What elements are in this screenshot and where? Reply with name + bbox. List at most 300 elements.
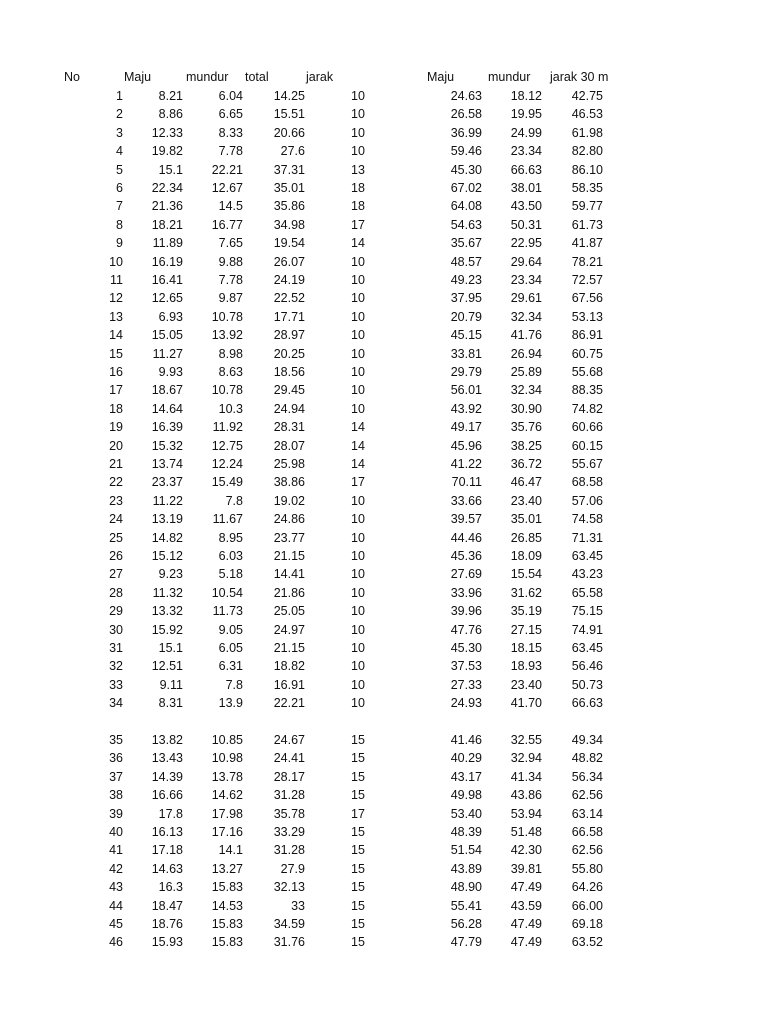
cell-mundur-scaled: 22.95 xyxy=(510,236,542,251)
cell-total: 17.71 xyxy=(273,309,305,324)
cell-mundur-scaled: 29.64 xyxy=(510,254,542,269)
cell-maju-scaled: 44.46 xyxy=(450,530,482,545)
cell-maju: 19.82 xyxy=(151,144,183,159)
table-row xyxy=(0,676,768,694)
cell-jarak: 10 xyxy=(351,493,365,508)
cell-no: 4 xyxy=(116,144,123,159)
table-row xyxy=(0,234,768,252)
cell-mundur: 7.8 xyxy=(225,677,243,692)
cell-total: 32.13 xyxy=(273,880,305,895)
cell-mundur-scaled: 26.85 xyxy=(510,530,542,545)
cell-mundur: 11.73 xyxy=(212,604,243,619)
cell-jarak-30m: 61.98 xyxy=(571,125,603,140)
cell-maju: 16.41 xyxy=(151,273,183,287)
cell-total: 15.51 xyxy=(273,107,305,122)
cell-mundur: 15.83 xyxy=(211,935,243,950)
table-row xyxy=(0,749,768,767)
cell-jarak-30m: 55.80 xyxy=(571,861,603,876)
cell-mundur-scaled: 42.30 xyxy=(510,843,542,858)
table-row xyxy=(0,547,768,565)
cell-jarak: 15 xyxy=(351,935,365,950)
cell-mundur-scaled: 32.34 xyxy=(510,383,542,398)
cell-mundur: 15.83 xyxy=(211,880,243,895)
cell-maju-scaled: 49.98 xyxy=(450,788,482,803)
cell-maju: 16.39 xyxy=(151,420,183,435)
cell-jarak: 14 xyxy=(351,438,365,453)
cell-jarak: 10 xyxy=(351,309,365,324)
cell-no: 20 xyxy=(109,438,123,453)
cell-mundur: 12.75 xyxy=(211,438,243,453)
table-row xyxy=(0,473,768,491)
cell-no: 1 xyxy=(116,89,123,103)
cell-no: 36 xyxy=(109,751,123,766)
cell-jarak-30m: 66.63 xyxy=(571,696,603,711)
cell-mundur: 9.87 xyxy=(218,291,243,306)
cell-total: 20.25 xyxy=(273,346,305,361)
cell-mundur-scaled: 30.90 xyxy=(510,401,542,416)
cell-maju-scaled: 36.99 xyxy=(450,125,482,140)
cell-jarak: 14 xyxy=(351,457,365,471)
cell-no: 14 xyxy=(109,328,123,343)
cell-total: 31.28 xyxy=(273,788,305,803)
cell-no: 23 xyxy=(109,493,123,508)
cell-maju-scaled: 54.63 xyxy=(450,217,482,232)
cell-mundur-scaled: 50.31 xyxy=(510,217,542,232)
cell-no: 41 xyxy=(109,843,123,858)
cell-total: 24.19 xyxy=(273,273,305,287)
cell-jarak-30m: 65.58 xyxy=(571,585,603,600)
cell-no: 43 xyxy=(109,880,123,895)
cell-total: 28.17 xyxy=(273,769,305,784)
cell-total: 27.9 xyxy=(280,861,305,876)
cell-maju: 21.36 xyxy=(151,199,183,214)
cell-mundur-scaled: 53.94 xyxy=(510,806,542,821)
cell-maju: 17.18 xyxy=(151,843,183,858)
cell-maju-scaled: 43.89 xyxy=(450,861,482,876)
cell-mundur: 10.85 xyxy=(211,733,243,747)
cell-jarak-30m: 48.82 xyxy=(571,751,603,766)
cell-mundur: 7.78 xyxy=(218,144,243,159)
cell-jarak: 15 xyxy=(351,825,365,839)
cell-jarak-30m: 74.58 xyxy=(571,512,603,527)
cell-jarak-30m: 71.31 xyxy=(571,530,603,545)
cell-maju: 15.93 xyxy=(151,935,183,950)
cell-mundur-scaled: 24.99 xyxy=(510,125,542,140)
cell-jarak: 10 xyxy=(351,567,365,582)
cell-maju-scaled: 53.40 xyxy=(450,806,482,821)
cell-mundur: 11.67 xyxy=(212,512,243,527)
header-row xyxy=(0,68,768,86)
cell-total: 35.78 xyxy=(273,806,305,821)
cell-maju-scaled: 48.90 xyxy=(450,880,482,895)
cell-mundur-scaled: 43.86 xyxy=(510,788,542,803)
cell-mundur-scaled: 43.50 xyxy=(510,199,542,214)
cell-maju: 18.76 xyxy=(151,917,183,931)
cell-jarak-30m: 46.53 xyxy=(571,107,603,122)
cell-maju: 8.86 xyxy=(158,107,183,122)
cell-maju-scaled: 56.28 xyxy=(450,917,482,931)
header-maju: Maju xyxy=(124,70,152,84)
cell-maju-scaled: 39.96 xyxy=(450,604,482,619)
cell-jarak-30m: 61.73 xyxy=(571,217,603,232)
cell-mundur-scaled: 15.54 xyxy=(510,567,542,582)
cell-maju-scaled: 64.08 xyxy=(450,199,482,214)
cell-jarak: 10 xyxy=(351,659,365,674)
cell-maju: 12.51 xyxy=(151,659,183,674)
cell-total: 24.67 xyxy=(273,733,305,747)
cell-maju: 9.93 xyxy=(158,365,183,379)
cell-maju: 13.74 xyxy=(151,457,183,471)
cell-mundur: 17.98 xyxy=(211,806,243,821)
cell-mundur-scaled: 25.89 xyxy=(510,365,542,379)
cell-mundur-scaled: 51.48 xyxy=(510,825,542,839)
cell-jarak: 17 xyxy=(351,217,365,232)
cell-mundur-scaled: 47.49 xyxy=(510,935,542,950)
cell-jarak: 10 xyxy=(351,530,365,545)
cell-jarak-30m: 67.56 xyxy=(571,291,603,306)
cell-mundur-scaled: 35.19 xyxy=(510,604,542,619)
cell-maju-scaled: 55.41 xyxy=(450,898,482,913)
cell-mundur: 13.78 xyxy=(211,769,243,784)
cell-mundur-scaled: 41.70 xyxy=(510,696,542,711)
cell-jarak-30m: 62.56 xyxy=(571,843,603,858)
cell-mundur-scaled: 32.55 xyxy=(510,733,542,747)
cell-jarak-30m: 55.67 xyxy=(571,457,603,471)
cell-no: 33 xyxy=(109,677,123,692)
cell-mundur: 22.21 xyxy=(211,162,243,177)
table-row xyxy=(0,124,768,142)
cell-maju-scaled: 26.58 xyxy=(450,107,482,122)
cell-maju: 12.65 xyxy=(151,291,183,306)
cell-maju-scaled: 43.92 xyxy=(450,401,482,416)
table-row xyxy=(0,105,768,123)
cell-jarak-30m: 69.18 xyxy=(571,917,603,931)
cell-total: 35.86 xyxy=(273,199,305,214)
cell-mundur-scaled: 26.94 xyxy=(510,346,542,361)
cell-maju: 15.12 xyxy=(151,549,183,563)
cell-maju: 14.39 xyxy=(151,769,183,784)
cell-maju: 15.92 xyxy=(151,622,183,637)
cell-maju-scaled: 48.39 xyxy=(450,825,482,839)
cell-mundur: 15.83 xyxy=(211,917,243,931)
cell-jarak: 10 xyxy=(351,622,365,637)
cell-total: 18.56 xyxy=(273,365,305,379)
cell-maju-scaled: 39.57 xyxy=(450,512,482,527)
cell-mundur-scaled: 31.62 xyxy=(510,585,542,600)
cell-maju: 11.22 xyxy=(152,493,183,508)
cell-maju-scaled: 24.63 xyxy=(450,89,482,103)
cell-mundur: 8.95 xyxy=(218,530,243,545)
cell-no: 16 xyxy=(109,365,123,379)
table-row xyxy=(0,841,768,859)
cell-mundur: 11.92 xyxy=(212,420,243,435)
table-row xyxy=(0,897,768,915)
cell-jarak-30m: 60.15 xyxy=(571,438,603,453)
table-row xyxy=(0,253,768,271)
cell-total: 27.6 xyxy=(280,144,305,159)
cell-mundur: 14.1 xyxy=(218,843,243,858)
cell-total: 28.31 xyxy=(273,420,305,435)
cell-total: 31.76 xyxy=(273,935,305,950)
cell-jarak: 18 xyxy=(351,181,365,195)
cell-jarak: 10 xyxy=(351,144,365,159)
cell-no: 42 xyxy=(109,861,123,876)
cell-jarak: 15 xyxy=(351,733,365,747)
table-row xyxy=(0,289,768,307)
cell-mundur: 7.8 xyxy=(225,493,243,508)
cell-jarak: 10 xyxy=(351,696,365,711)
cell-maju-scaled: 41.46 xyxy=(450,733,482,747)
cell-mundur: 6.65 xyxy=(218,107,243,122)
cell-maju-scaled: 33.81 xyxy=(450,346,482,361)
table-row xyxy=(0,326,768,344)
cell-total: 22.52 xyxy=(273,291,305,306)
cell-no: 32 xyxy=(109,659,123,674)
cell-jarak-30m: 72.57 xyxy=(571,273,603,287)
cell-maju-scaled: 24.93 xyxy=(450,696,482,711)
cell-mundur: 17.16 xyxy=(211,825,243,839)
cell-mundur-scaled: 23.40 xyxy=(510,677,542,692)
cell-total: 21.86 xyxy=(273,585,305,600)
cell-jarak-30m: 63.14 xyxy=(571,806,603,821)
cell-jarak: 10 xyxy=(351,254,365,269)
table-row xyxy=(0,142,768,160)
cell-maju-scaled: 45.30 xyxy=(450,162,482,177)
cell-no: 37 xyxy=(109,769,123,784)
cell-total: 37.31 xyxy=(273,162,305,177)
cell-no: 13 xyxy=(109,309,123,324)
cell-maju-scaled: 43.17 xyxy=(450,769,482,784)
cell-maju: 9.11 xyxy=(159,677,183,692)
cell-maju-scaled: 45.96 xyxy=(450,438,482,453)
cell-total: 14.25 xyxy=(273,89,305,103)
cell-mundur-scaled: 36.72 xyxy=(510,457,542,471)
cell-mundur-scaled: 32.94 xyxy=(510,751,542,766)
cell-mundur-scaled: 18.15 xyxy=(510,641,542,655)
cell-maju: 16.13 xyxy=(151,825,183,839)
cell-jarak-30m: 64.26 xyxy=(571,880,603,895)
cell-no: 35 xyxy=(109,733,123,747)
cell-mundur-scaled: 38.01 xyxy=(510,181,542,195)
cell-no: 26 xyxy=(109,549,123,563)
cell-maju: 18.67 xyxy=(151,383,183,398)
cell-jarak-30m: 60.75 xyxy=(571,346,603,361)
cell-jarak-30m: 41.87 xyxy=(571,236,603,251)
cell-total: 16.91 xyxy=(273,677,305,692)
cell-maju: 9.23 xyxy=(158,567,183,582)
cell-maju-scaled: 29.79 xyxy=(450,365,482,379)
cell-total: 24.97 xyxy=(273,622,305,637)
cell-no: 25 xyxy=(109,530,123,545)
table-row xyxy=(0,161,768,179)
cell-jarak: 10 xyxy=(351,89,365,103)
cell-maju: 13.82 xyxy=(151,733,183,747)
table-row xyxy=(0,731,768,749)
cell-total: 34.98 xyxy=(273,217,305,232)
cell-maju: 11.27 xyxy=(152,346,183,361)
cell-total: 19.02 xyxy=(273,493,305,508)
cell-mundur: 12.67 xyxy=(211,181,243,195)
cell-jarak: 10 xyxy=(351,346,365,361)
cell-jarak-30m: 62.56 xyxy=(571,788,603,803)
cell-jarak: 10 xyxy=(351,125,365,140)
cell-mundur-scaled: 38.25 xyxy=(510,438,542,453)
cell-jarak: 10 xyxy=(351,512,365,527)
table-row xyxy=(0,823,768,841)
cell-jarak-30m: 43.23 xyxy=(571,567,603,582)
cell-total: 33.29 xyxy=(273,825,305,839)
cell-mundur: 8.33 xyxy=(218,125,243,140)
cell-mundur-scaled: 23.34 xyxy=(510,273,542,287)
cell-maju-scaled: 40.29 xyxy=(450,751,482,766)
cell-total: 24.86 xyxy=(273,512,305,527)
table-row xyxy=(0,694,768,712)
cell-jarak: 10 xyxy=(351,641,365,655)
cell-maju-scaled: 37.53 xyxy=(450,659,482,674)
table-row xyxy=(0,602,768,620)
cell-no: 8 xyxy=(116,217,123,232)
cell-maju-scaled: 59.46 xyxy=(450,144,482,159)
cell-maju-scaled: 45.15 xyxy=(450,328,482,343)
cell-no: 7 xyxy=(116,199,123,214)
header-jarak: jarak xyxy=(306,70,334,84)
cell-jarak: 15 xyxy=(351,917,365,931)
cell-mundur: 5.18 xyxy=(218,567,243,582)
cell-jarak: 18 xyxy=(351,199,365,214)
cell-no: 30 xyxy=(109,622,123,637)
cell-maju-scaled: 27.33 xyxy=(450,677,482,692)
cell-maju-scaled: 70.11 xyxy=(451,475,482,490)
cell-jarak-30m: 50.73 xyxy=(571,677,603,692)
cell-maju: 14.63 xyxy=(151,861,183,876)
cell-total: 21.15 xyxy=(273,549,305,563)
cell-total: 34.59 xyxy=(273,917,305,931)
cell-mundur-scaled: 41.34 xyxy=(510,769,542,784)
cell-mundur-scaled: 66.63 xyxy=(510,162,542,177)
cell-mundur: 6.05 xyxy=(218,641,243,655)
cell-mundur: 6.03 xyxy=(218,549,243,563)
cell-mundur-scaled: 19.95 xyxy=(510,107,542,122)
cell-maju: 13.19 xyxy=(151,512,183,527)
cell-no: 45 xyxy=(109,917,123,931)
cell-jarak-30m: 42.75 xyxy=(571,89,603,103)
cell-maju: 6.93 xyxy=(158,309,183,324)
cell-no: 24 xyxy=(109,512,123,527)
cell-jarak: 10 xyxy=(351,604,365,619)
cell-total: 19.54 xyxy=(273,236,305,251)
cell-jarak: 10 xyxy=(351,401,365,416)
cell-total: 25.98 xyxy=(273,457,305,471)
cell-total: 23.77 xyxy=(273,530,305,545)
cell-jarak: 15 xyxy=(351,898,365,913)
cell-jarak: 15 xyxy=(351,880,365,895)
cell-mundur: 15.49 xyxy=(211,475,243,490)
cell-jarak-30m: 75.15 xyxy=(571,604,603,619)
cell-mundur-scaled: 47.49 xyxy=(510,917,542,931)
cell-no: 34 xyxy=(109,696,123,711)
cell-mundur: 13.9 xyxy=(218,696,243,711)
cell-maju: 15.32 xyxy=(151,438,183,453)
cell-maju-scaled: 47.79 xyxy=(450,935,482,950)
cell-maju: 14.82 xyxy=(151,530,183,545)
cell-jarak-30m: 66.00 xyxy=(571,898,603,913)
cell-mundur: 9.05 xyxy=(218,622,243,637)
table-row xyxy=(0,492,768,510)
cell-mundur: 7.78 xyxy=(218,273,243,287)
table-row xyxy=(0,768,768,786)
cell-jarak-30m: 74.91 xyxy=(571,622,603,637)
cell-total: 38.86 xyxy=(273,475,305,490)
cell-jarak-30m: 86.10 xyxy=(571,162,603,177)
cell-maju-scaled: 49.17 xyxy=(450,420,482,435)
cell-mundur-scaled: 35.76 xyxy=(510,420,542,435)
cell-maju: 23.37 xyxy=(151,475,183,490)
cell-mundur-scaled: 46.47 xyxy=(510,475,542,490)
cell-no: 6 xyxy=(116,181,123,195)
cell-mundur-scaled: 47.49 xyxy=(510,880,542,895)
cell-jarak-30m: 55.68 xyxy=(571,365,603,379)
cell-mundur-scaled: 43.59 xyxy=(510,898,542,913)
table-row xyxy=(0,584,768,602)
cell-total: 20.66 xyxy=(273,125,305,140)
cell-jarak-30m: 63.52 xyxy=(571,935,603,950)
table-row xyxy=(0,805,768,823)
cell-mundur: 10.78 xyxy=(211,309,243,324)
cell-jarak-30m: 60.66 xyxy=(571,420,603,435)
cell-mundur-scaled: 18.93 xyxy=(510,659,542,674)
table-row xyxy=(0,639,768,657)
cell-mundur: 13.92 xyxy=(211,328,243,343)
cell-mundur: 7.65 xyxy=(218,236,243,251)
cell-maju: 15.05 xyxy=(151,328,183,343)
cell-total: 29.45 xyxy=(273,383,305,398)
cell-maju: 18.47 xyxy=(151,898,183,913)
cell-mundur: 14.53 xyxy=(211,898,243,913)
cell-no: 39 xyxy=(109,806,123,821)
cell-jarak-30m: 63.45 xyxy=(571,549,603,563)
cell-total: 28.97 xyxy=(273,328,305,343)
cell-total: 22.21 xyxy=(273,696,305,711)
cell-no: 12 xyxy=(109,291,123,306)
cell-mundur-scaled: 35.01 xyxy=(510,512,542,527)
cell-no: 18 xyxy=(109,401,123,416)
cell-total: 26.07 xyxy=(273,254,305,269)
cell-maju: 13.32 xyxy=(151,604,183,619)
cell-no: 11 xyxy=(110,273,123,287)
cell-no: 28 xyxy=(109,585,123,600)
header-no: No xyxy=(64,70,80,84)
header-maju-scaled: Maju xyxy=(427,70,455,84)
cell-jarak-30m: 56.46 xyxy=(571,659,603,674)
cell-maju: 22.34 xyxy=(151,181,183,195)
cell-mundur-scaled: 27.15 xyxy=(510,622,542,637)
cell-no: 5 xyxy=(116,162,123,177)
cell-jarak: 10 xyxy=(351,383,365,398)
cell-jarak-30m: 53.13 xyxy=(571,309,603,324)
table-row xyxy=(0,400,768,418)
table-row xyxy=(0,381,768,399)
cell-mundur: 16.77 xyxy=(211,217,243,232)
cell-maju: 15.1 xyxy=(158,162,183,177)
cell-maju-scaled: 45.30 xyxy=(450,641,482,655)
cell-jarak-30m: 58.35 xyxy=(571,181,603,195)
cell-maju: 8.21 xyxy=(158,89,183,103)
cell-mundur: 13.27 xyxy=(211,861,243,876)
cell-no: 17 xyxy=(109,383,123,398)
cell-mundur: 14.62 xyxy=(211,788,243,803)
cell-jarak: 14 xyxy=(351,420,365,435)
table-row xyxy=(0,621,768,639)
